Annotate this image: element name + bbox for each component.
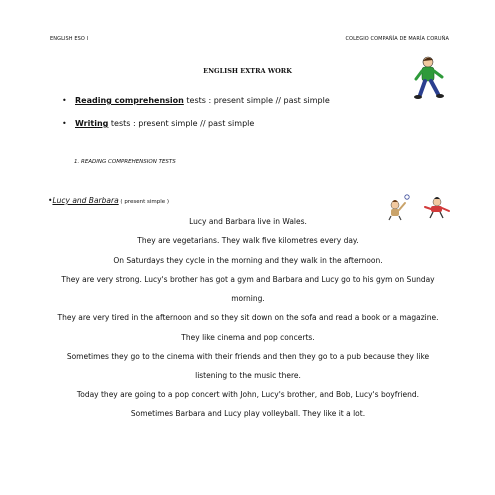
story-paragraph: [40, 308, 456, 327]
story-subtitle: ( present simple ): [118, 199, 170, 205]
story-paragraph: [40, 404, 456, 423]
header-right: COLEGIO COMPAÑÍA DE MARÍA CORUÑA: [345, 36, 449, 42]
paragraph-line: They are very strong. Lucy's brother has got a gym and Barbara and Lucy go to his gym on Sunday: [61, 275, 435, 284]
story-title: [48, 196, 169, 205]
bullet-dot: •: [62, 119, 67, 128]
paragraph-line: They are very tired in the afternoon and so they sit down on the sofa and read a book or a magazine.: [57, 313, 439, 322]
story-paragraph: [40, 212, 456, 231]
story-name: Lucy and Barbara: [52, 196, 119, 205]
paragraph-line: On Saturdays they cycle in the morning and they walk in the afternoon.: [113, 256, 383, 265]
bullet-lead: Writing: [75, 119, 109, 128]
paragraph-line: Lucy and Barbara live in Wales.: [189, 217, 307, 226]
story-paragraph: [40, 270, 456, 308]
section-heading: 1. READING COMPREHENSION TESTS: [74, 159, 176, 165]
bullet-writing: [62, 119, 254, 128]
paragraph-line: Today they are going to a pop concert with John, Lucy's brother, and Bob, Lucy's boyfriend.: [76, 390, 420, 399]
story-paragraph: [40, 385, 456, 404]
header-left: ENGLISH ESO I: [50, 36, 89, 42]
story-paragraph: [40, 231, 456, 250]
paragraph-line: morning.: [231, 294, 265, 303]
paragraph-line: They are vegetarians. They walk five kilometres every day.: [137, 236, 359, 245]
bullet-text: tests : present simple // past simple: [108, 119, 255, 128]
paragraph-line: Sometimes Barbara and Lucy play volleyball. They like it a lot.: [130, 409, 366, 418]
story-paragraph: [40, 328, 456, 347]
bullet-dot: •: [62, 96, 67, 105]
story-paragraph: [40, 347, 456, 385]
story-paragraph: [40, 251, 456, 270]
paragraph-line: They like cinema and pop concerts.: [181, 333, 315, 342]
bullet-reading: [62, 96, 330, 105]
bullet-text: tests : present simple // past simple: [183, 96, 330, 105]
paragraph-line: listening to the music there.: [195, 371, 301, 380]
document-title: ENGLISH EXTRA WORK: [203, 67, 292, 75]
walking-person-icon: [410, 55, 450, 105]
paragraph-line: Sometimes they go to the cinema with their friends and then they go to a pub because they like: [66, 352, 430, 361]
story-marker: •: [48, 196, 53, 205]
bullet-lead: Reading comprehension: [75, 96, 184, 105]
